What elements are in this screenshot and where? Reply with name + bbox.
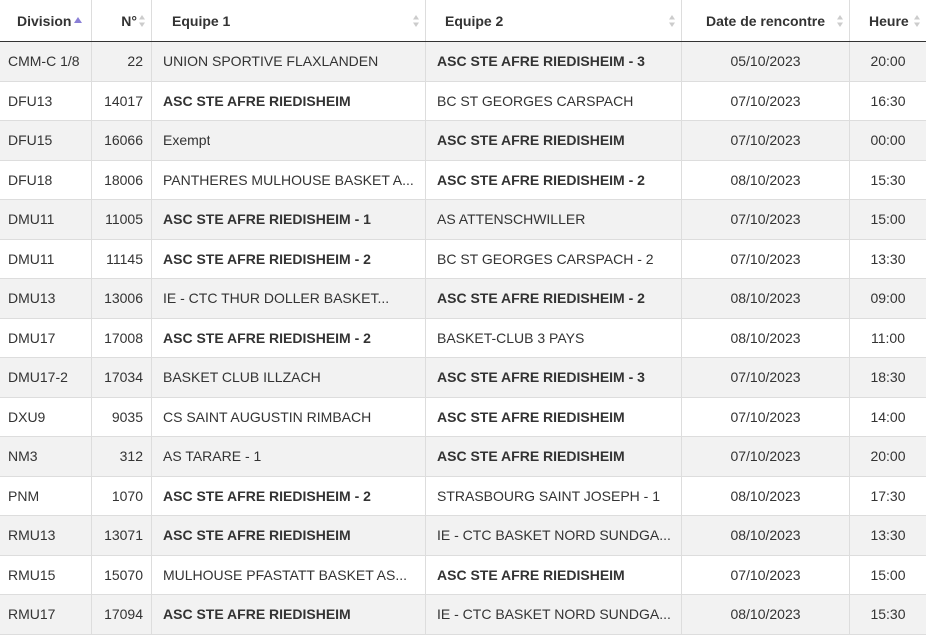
cell-division-text: DMU17 bbox=[8, 329, 56, 346]
cell-equipe2-text: ASC STE AFRE RIEDISHEIM - 3 bbox=[437, 53, 645, 70]
cell-equipe2 bbox=[426, 516, 682, 555]
cell-division bbox=[0, 477, 92, 516]
cell-heure-text: 18:30 bbox=[870, 369, 906, 386]
cell-date-text: 07/10/2023 bbox=[730, 408, 801, 425]
cell-equipe2 bbox=[426, 161, 682, 200]
column-header-date[interactable] bbox=[682, 0, 850, 41]
cell-equipe2 bbox=[426, 200, 682, 239]
cell-equipe1 bbox=[152, 42, 426, 81]
cell-heure bbox=[850, 398, 926, 437]
sort-icon bbox=[913, 14, 921, 28]
cell-division bbox=[0, 82, 92, 121]
table-row[interactable] bbox=[0, 319, 926, 359]
cell-heure-text: 13:30 bbox=[870, 527, 906, 544]
table-row[interactable] bbox=[0, 42, 926, 82]
column-header-label: Date de rencontre bbox=[705, 12, 826, 29]
cell-date bbox=[682, 200, 850, 239]
table-row[interactable] bbox=[0, 595, 926, 635]
cell-number bbox=[92, 161, 152, 200]
cell-number-text: 1070 bbox=[111, 487, 143, 504]
cell-division-text: DFU15 bbox=[8, 132, 53, 149]
cell-equipe1 bbox=[152, 240, 426, 279]
cell-date bbox=[682, 595, 850, 634]
cell-number-text: 13006 bbox=[104, 290, 143, 307]
column-header-label: Division bbox=[17, 12, 72, 29]
cell-number-text: 11005 bbox=[105, 211, 143, 228]
cell-heure-text: 11:00 bbox=[871, 329, 905, 346]
cell-equipe2 bbox=[426, 121, 682, 160]
column-header-label: Equipe 1 bbox=[172, 12, 231, 29]
table-row[interactable] bbox=[0, 200, 926, 240]
cell-heure-text: 15:30 bbox=[870, 171, 906, 188]
cell-equipe1 bbox=[152, 437, 426, 476]
cell-heure-text: 00:00 bbox=[870, 132, 906, 149]
cell-number bbox=[92, 319, 152, 358]
cell-date bbox=[682, 161, 850, 200]
cell-heure bbox=[850, 279, 926, 318]
cell-division-text: PNM bbox=[8, 487, 40, 504]
cell-number bbox=[92, 437, 152, 476]
cell-heure-text: 16:30 bbox=[870, 92, 906, 109]
cell-equipe2 bbox=[426, 477, 682, 516]
cell-division-text: DXU9 bbox=[8, 408, 46, 425]
cell-division-text: RMU15 bbox=[8, 566, 56, 583]
cell-equipe1 bbox=[152, 319, 426, 358]
cell-division-text: CMM-C 1/8 bbox=[8, 53, 80, 70]
cell-heure-text: 20:00 bbox=[870, 448, 906, 465]
cell-equipe2 bbox=[426, 82, 682, 121]
cell-date bbox=[682, 398, 850, 437]
cell-division-text: DMU11 bbox=[8, 211, 55, 228]
cell-heure bbox=[850, 82, 926, 121]
cell-equipe1-text: IE - CTC THUR DOLLER BASKET... bbox=[163, 290, 390, 307]
cell-equipe1-text: UNION SPORTIVE FLAXLANDEN bbox=[163, 53, 379, 70]
cell-number bbox=[92, 121, 152, 160]
cell-division-text: RMU17 bbox=[8, 606, 56, 623]
cell-division bbox=[0, 240, 92, 279]
cell-equipe1 bbox=[152, 161, 426, 200]
cell-division bbox=[0, 437, 92, 476]
cell-division bbox=[0, 319, 92, 358]
cell-equipe1-text: BASKET CLUB ILLZACH bbox=[163, 369, 321, 386]
cell-equipe1-text: ASC STE AFRE RIEDISHEIM - 2 bbox=[163, 250, 371, 267]
cell-heure-text: 14:00 bbox=[870, 408, 906, 425]
cell-division-text: DMU17-2 bbox=[8, 369, 68, 386]
cell-number bbox=[92, 516, 152, 555]
cell-number bbox=[92, 358, 152, 397]
cell-equipe2-text: BASKET-CLUB 3 PAYS bbox=[437, 329, 585, 346]
cell-equipe2 bbox=[426, 595, 682, 634]
cell-equipe2 bbox=[426, 279, 682, 318]
column-header-label: Equipe 2 bbox=[445, 12, 504, 29]
cell-date-text: 07/10/2023 bbox=[730, 92, 801, 109]
cell-division-text: DMU11 bbox=[8, 250, 55, 267]
cell-number bbox=[92, 595, 152, 634]
cell-division-text: DFU13 bbox=[8, 92, 53, 109]
cell-division bbox=[0, 556, 92, 595]
cell-division bbox=[0, 121, 92, 160]
cell-heure bbox=[850, 516, 926, 555]
cell-number-text: 9035 bbox=[111, 408, 143, 425]
cell-date bbox=[682, 121, 850, 160]
cell-equipe2 bbox=[426, 398, 682, 437]
cell-equipe2-text: ASC STE AFRE RIEDISHEIM bbox=[437, 566, 625, 583]
cell-heure bbox=[850, 595, 926, 634]
cell-equipe1 bbox=[152, 358, 426, 397]
column-header-number[interactable] bbox=[92, 0, 152, 41]
cell-heure-text: 17:30 bbox=[870, 487, 906, 504]
column-header-label: Heure bbox=[869, 12, 909, 29]
table-row[interactable] bbox=[0, 516, 926, 556]
cell-equipe2 bbox=[426, 358, 682, 397]
cell-number-text: 16066 bbox=[104, 132, 143, 149]
cell-division-text: DFU18 bbox=[8, 171, 53, 188]
cell-heure-text: 15:00 bbox=[870, 566, 906, 583]
cell-equipe2 bbox=[426, 240, 682, 279]
cell-date-text: 07/10/2023 bbox=[730, 132, 801, 149]
cell-equipe2-text: ASC STE AFRE RIEDISHEIM - 2 bbox=[437, 171, 645, 188]
cell-date bbox=[682, 240, 850, 279]
cell-number bbox=[92, 556, 152, 595]
cell-date-text: 08/10/2023 bbox=[730, 329, 801, 346]
cell-division bbox=[0, 358, 92, 397]
cell-equipe1-text: CS SAINT AUGUSTIN RIMBACH bbox=[163, 408, 372, 425]
cell-number bbox=[92, 42, 152, 81]
column-header-equipe1[interactable] bbox=[152, 0, 426, 41]
cell-equipe2-text: ASC STE AFRE RIEDISHEIM - 2 bbox=[437, 290, 645, 307]
cell-date bbox=[682, 477, 850, 516]
cell-equipe1 bbox=[152, 82, 426, 121]
table-row[interactable] bbox=[0, 398, 926, 438]
column-header-equipe2[interactable] bbox=[426, 0, 682, 41]
cell-division-text: DMU13 bbox=[8, 290, 56, 307]
cell-equipe2-text: ASC STE AFRE RIEDISHEIM - 3 bbox=[437, 369, 645, 386]
cell-date bbox=[682, 437, 850, 476]
sort-icon bbox=[836, 14, 844, 28]
cell-date bbox=[682, 279, 850, 318]
table-row[interactable] bbox=[0, 82, 926, 122]
cell-date bbox=[682, 42, 850, 81]
cell-heure-text: 15:30 bbox=[870, 606, 906, 623]
table-row[interactable] bbox=[0, 240, 926, 280]
cell-division bbox=[0, 42, 92, 81]
cell-date bbox=[682, 358, 850, 397]
cell-equipe2-text: AS ATTENSCHWILLER bbox=[437, 211, 586, 228]
cell-equipe1-text: ASC STE AFRE RIEDISHEIM - 1 bbox=[163, 211, 371, 228]
cell-equipe2 bbox=[426, 437, 682, 476]
cell-division bbox=[0, 516, 92, 555]
cell-division bbox=[0, 200, 92, 239]
cell-division bbox=[0, 279, 92, 318]
cell-date-text: 07/10/2023 bbox=[730, 211, 801, 228]
cell-heure-text: 15:00 bbox=[870, 211, 906, 228]
cell-number bbox=[92, 240, 152, 279]
cell-number bbox=[92, 477, 152, 516]
cell-date-text: 08/10/2023 bbox=[730, 290, 801, 307]
table-row[interactable] bbox=[0, 279, 926, 319]
cell-equipe1 bbox=[152, 516, 426, 555]
table-row[interactable] bbox=[0, 121, 926, 161]
cell-heure-text: 13:30 bbox=[870, 250, 906, 267]
cell-heure bbox=[850, 42, 926, 81]
table-header bbox=[0, 0, 926, 42]
cell-number bbox=[92, 398, 152, 437]
cell-number-text: 17094 bbox=[104, 606, 143, 623]
cell-heure bbox=[850, 240, 926, 279]
column-header-division[interactable] bbox=[0, 0, 92, 41]
cell-number bbox=[92, 279, 152, 318]
cell-number-text: 11145 bbox=[106, 250, 143, 267]
sort-icon bbox=[668, 14, 676, 28]
cell-number-text: 17008 bbox=[104, 329, 143, 346]
cell-equipe2 bbox=[426, 556, 682, 595]
cell-equipe1 bbox=[152, 398, 426, 437]
cell-equipe1-text: PANTHERES MULHOUSE BASKET A... bbox=[163, 171, 414, 188]
cell-equipe1-text: MULHOUSE PFASTATT BASKET AS... bbox=[163, 566, 408, 583]
cell-division-text: NM3 bbox=[8, 448, 38, 465]
cell-date-text: 07/10/2023 bbox=[730, 448, 801, 465]
cell-number-text: 14017 bbox=[104, 92, 143, 109]
cell-division-text: RMU13 bbox=[8, 527, 56, 544]
cell-date-text: 08/10/2023 bbox=[730, 487, 801, 504]
cell-heure bbox=[850, 121, 926, 160]
cell-number-text: 22 bbox=[127, 53, 143, 70]
table-row[interactable] bbox=[0, 358, 926, 398]
cell-date bbox=[682, 82, 850, 121]
cell-equipe1 bbox=[152, 121, 426, 160]
cell-division bbox=[0, 595, 92, 634]
table-row[interactable] bbox=[0, 477, 926, 517]
cell-date-text: 07/10/2023 bbox=[730, 566, 801, 583]
cell-equipe1 bbox=[152, 556, 426, 595]
cell-heure bbox=[850, 477, 926, 516]
cell-number-text: 15070 bbox=[104, 566, 143, 583]
cell-date-text: 08/10/2023 bbox=[730, 527, 801, 544]
cell-equipe2-text: BC ST GEORGES CARSPACH bbox=[437, 92, 634, 109]
cell-date bbox=[682, 319, 850, 358]
cell-heure-text: 20:00 bbox=[870, 53, 906, 70]
cell-number-text: 17034 bbox=[104, 369, 143, 386]
cell-equipe2-text: ASC STE AFRE RIEDISHEIM bbox=[437, 448, 625, 465]
cell-equipe1 bbox=[152, 477, 426, 516]
cell-equipe1-text: Exempt bbox=[163, 132, 211, 149]
cell-date-text: 07/10/2023 bbox=[730, 369, 801, 386]
cell-heure bbox=[850, 319, 926, 358]
cell-equipe1-text: ASC STE AFRE RIEDISHEIM - 2 bbox=[163, 329, 371, 346]
cell-equipe1-text: ASC STE AFRE RIEDISHEIM - 2 bbox=[163, 487, 371, 504]
cell-heure bbox=[850, 437, 926, 476]
cell-heure bbox=[850, 200, 926, 239]
cell-equipe2-text: ASC STE AFRE RIEDISHEIM bbox=[437, 132, 625, 149]
cell-heure-text: 09:00 bbox=[870, 290, 906, 307]
cell-date-text: 08/10/2023 bbox=[730, 606, 801, 623]
cell-number-text: 312 bbox=[119, 448, 143, 465]
cell-equipe2-text: BC ST GEORGES CARSPACH - 2 bbox=[437, 250, 654, 267]
sort-icon bbox=[412, 14, 420, 28]
cell-number-text: 18006 bbox=[104, 171, 143, 188]
cell-equipe1-text: ASC STE AFRE RIEDISHEIM bbox=[163, 527, 351, 544]
column-header-heure[interactable] bbox=[850, 0, 926, 41]
cell-division bbox=[0, 398, 92, 437]
table-row[interactable] bbox=[0, 161, 926, 201]
cell-equipe2-text: IE - CTC BASKET NORD SUNDGA... bbox=[437, 527, 671, 544]
cell-heure bbox=[850, 556, 926, 595]
cell-date bbox=[682, 556, 850, 595]
cell-equipe1-text: AS TARARE - 1 bbox=[163, 448, 262, 465]
table-body bbox=[0, 42, 926, 635]
table-row[interactable] bbox=[0, 437, 926, 477]
cell-date-text: 08/10/2023 bbox=[730, 171, 801, 188]
cell-number-text: 13071 bbox=[104, 527, 143, 544]
cell-equipe2-text: STRASBOURG SAINT JOSEPH - 1 bbox=[437, 487, 661, 504]
cell-date-text: 05/10/2023 bbox=[730, 53, 801, 70]
cell-equipe2-text: IE - CTC BASKET NORD SUNDGA... bbox=[437, 606, 671, 623]
sort-icon bbox=[138, 14, 146, 28]
cell-equipe1-text: ASC STE AFRE RIEDISHEIM bbox=[163, 606, 351, 623]
cell-date-text: 07/10/2023 bbox=[730, 250, 801, 267]
cell-division bbox=[0, 161, 92, 200]
column-header-label: N° bbox=[121, 12, 137, 29]
cell-heure bbox=[850, 358, 926, 397]
cell-number bbox=[92, 200, 152, 239]
cell-equipe1 bbox=[152, 595, 426, 634]
table-row[interactable] bbox=[0, 556, 926, 596]
cell-equipe2-text: ASC STE AFRE RIEDISHEIM bbox=[437, 408, 625, 425]
cell-equipe1 bbox=[152, 200, 426, 239]
cell-equipe2 bbox=[426, 42, 682, 81]
cell-number bbox=[92, 82, 152, 121]
cell-date bbox=[682, 516, 850, 555]
cell-equipe1 bbox=[152, 279, 426, 318]
cell-heure bbox=[850, 161, 926, 200]
cell-equipe2 bbox=[426, 319, 682, 358]
sort-ascending-icon bbox=[74, 14, 82, 28]
cell-equipe1-text: ASC STE AFRE RIEDISHEIM bbox=[163, 92, 351, 109]
